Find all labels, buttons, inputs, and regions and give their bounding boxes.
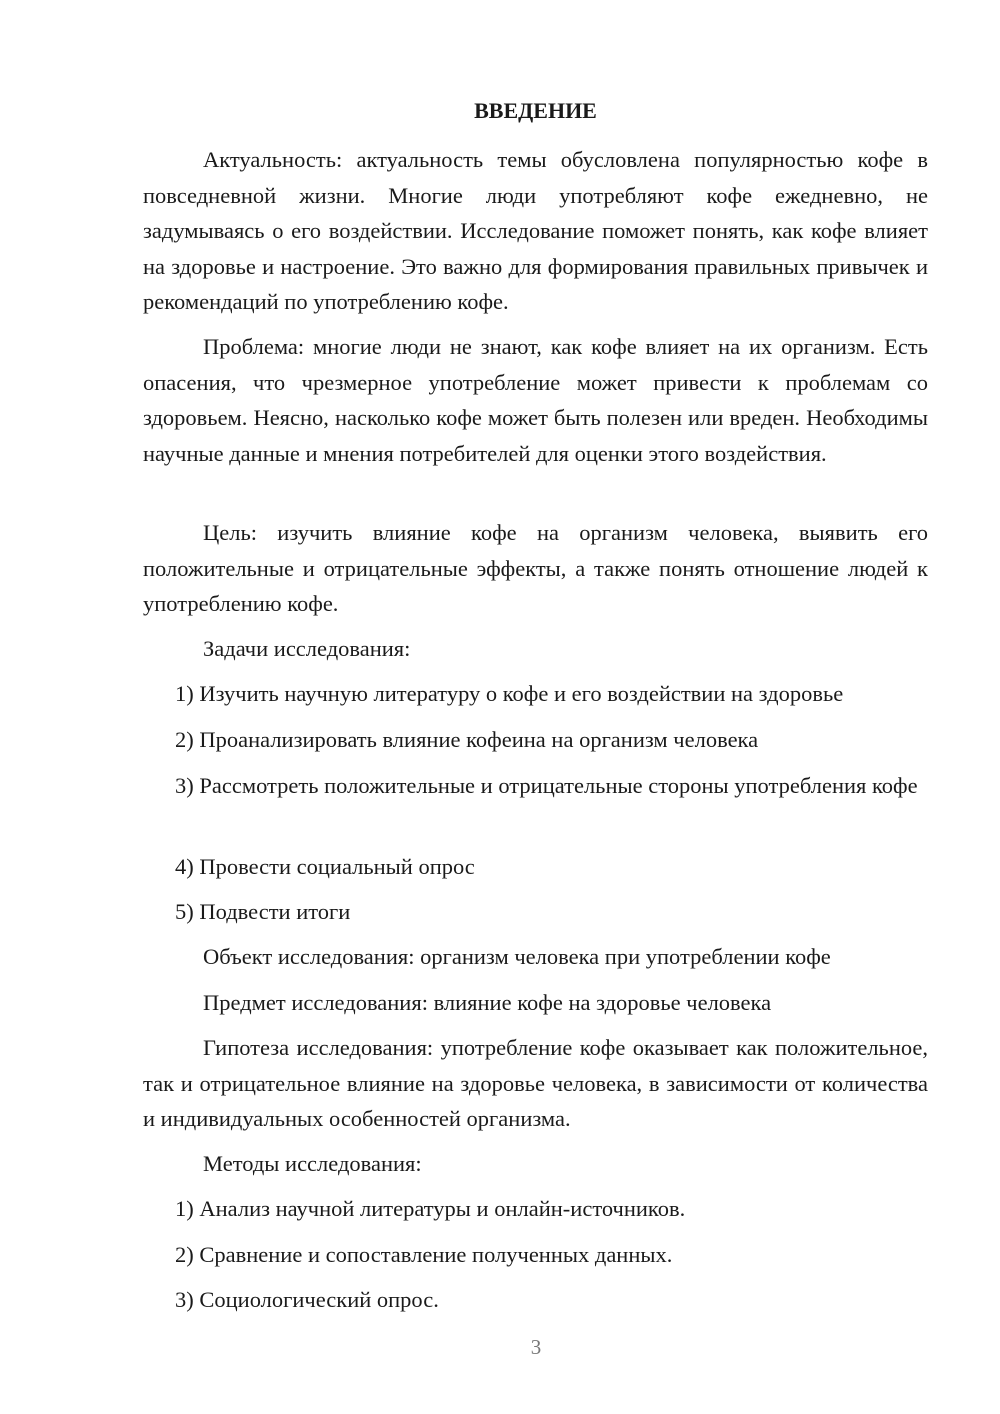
tasks-heading: Задачи исследования: bbox=[203, 636, 411, 661]
method-item-3: 3) Социологический опрос. bbox=[175, 1287, 439, 1312]
goal-paragraph: Цель: изучить влияние кофе на организм человека, выявить его положительные и отрицательные эффекты, а также понять отношение людей к употреблению кофе. bbox=[143, 520, 928, 616]
task-item-5: 5) Подвести итоги bbox=[175, 899, 351, 924]
task-item-3: 3) Рассмотреть положительные и отрицательные стороны употребления кофе bbox=[175, 773, 918, 798]
relevance-paragraph: Актуальность: актуальность темы обусловлена популярностью кофе в повседневной жизни. Многие люди употребляют кофе ежедневно, не задумываясь о его воздействии. Исследование поможет понять, как кофе влияет на здоровье и настроение. Это важно для формирования правильных привычек и рекомендаций по употреблению кофе. bbox=[143, 147, 928, 314]
page-title: ВВЕДЕНИЕ bbox=[474, 98, 597, 123]
subject-paragraph: Предмет исследования: влияние кофе на здоровье человека bbox=[203, 990, 772, 1015]
problem-paragraph: Проблема: многие люди не знают, как кофе влияет на их организм. Есть опасения, что чрезмерное употребление может привести к проблемам со здоровьем. Неясно, насколько кофе может быть полезен или вреден. Необходимы научные данные и мнения потребителей для оценки этого воздействия. bbox=[143, 334, 928, 466]
task-item-1: 1) Изучить научную литературу о кофе и его воздействии на здоровье bbox=[175, 681, 844, 706]
method-item-2: 2) Сравнение и сопоставление полученных данных. bbox=[175, 1242, 673, 1267]
hypothesis-paragraph: Гипотеза исследования: употребление кофе оказывает как положительное, так и отрицательное влияние на здоровье человека, в зависимости от количества и индивидуальных особенностей организма. bbox=[143, 1035, 928, 1131]
method-item-1: 1) Анализ научной литературы и онлайн-источников. bbox=[175, 1196, 686, 1221]
object-paragraph: Объект исследования: организм человека при употреблении кофе bbox=[203, 944, 831, 969]
task-item-4: 4) Провести социальный опрос bbox=[175, 854, 475, 879]
page-number: 3 bbox=[530, 1335, 542, 1359]
task-item-2: 2) Проанализировать влияние кофеина на организм человека bbox=[175, 727, 759, 752]
methods-heading: Методы исследования: bbox=[203, 1151, 422, 1176]
